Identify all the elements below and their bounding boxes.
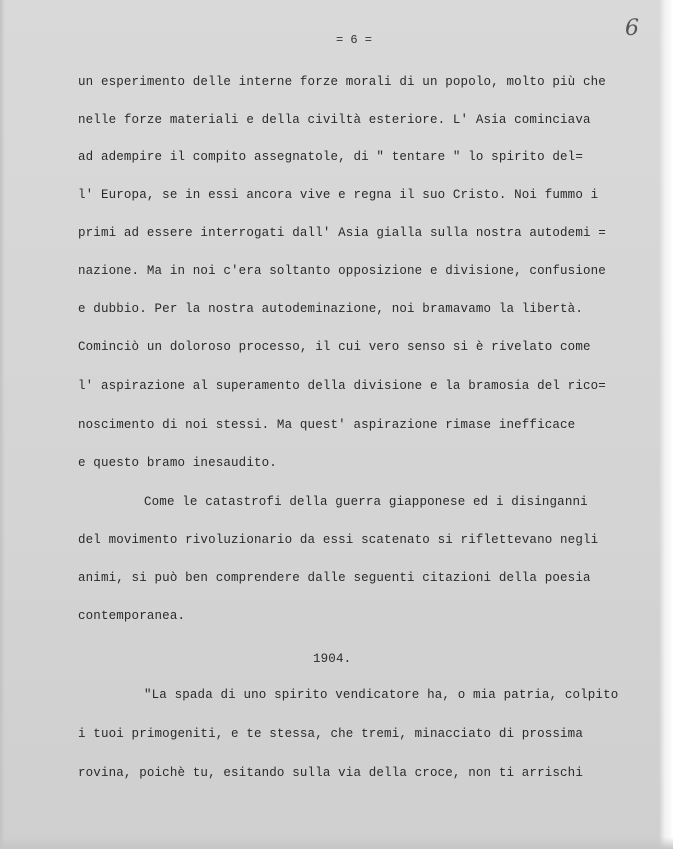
page-left-shadow xyxy=(0,0,5,849)
section-year-heading: 1904. xyxy=(313,652,352,666)
page-right-edge xyxy=(659,0,673,849)
text-line: noscimento di noi stessi. Ma quest' aspirazione rimase inefficace xyxy=(78,418,576,432)
text-line: del movimento rivoluzionario da essi scatenato si riflettevano negli xyxy=(78,533,599,547)
text-line: nazione. Ma in noi c'era soltanto opposizione e divisione, confusione xyxy=(78,264,606,278)
text-line: e questo bramo inesaudito. xyxy=(78,456,277,470)
text-line: un esperimento delle interne forze morali di un popolo, molto più che xyxy=(78,75,606,89)
text-line: primi ad essere interrogati dall' Asia gialla sulla nostra autodemi = xyxy=(78,226,606,240)
text-line: nelle forze materiali e della civiltà esteriore. L' Asia cominciava xyxy=(78,113,591,127)
text-line: animi, si può ben comprendere dalle seguenti citazioni della poesia xyxy=(78,571,591,585)
text-line: ad adempire il compito assegnatole, di " tentare " lo spirito del= xyxy=(78,150,583,164)
page-number: = 6 = xyxy=(336,33,373,47)
text-line: rovina, poichè tu, esitando sulla via della croce, non ti arrischi xyxy=(78,766,583,780)
text-line: l' aspirazione al superamento della divisione e la bramosia del rico= xyxy=(78,379,606,393)
handwritten-page-number: 6 xyxy=(625,16,639,41)
text-line: contemporanea. xyxy=(78,609,186,623)
paragraph-start-line: Come le catastrofi della guerra giapponese ed i disinganni xyxy=(144,495,588,509)
text-line: Cominciò un doloroso processo, il cui vero senso si è rivelato come xyxy=(78,340,591,354)
quote-start-line: "La spada di uno spirito vendicatore ha, o mia patria, colpito xyxy=(144,688,619,702)
page-bottom-shadow xyxy=(0,837,673,849)
text-line: i tuoi primogeniti, e te stessa, che tremi, minacciato di prossima xyxy=(78,727,583,741)
text-line: e dubbio. Per la nostra autodeminazione, noi bramavamo la libertà. xyxy=(78,302,583,316)
text-line: l' Europa, se in essi ancora vive e regna il suo Cristo. Noi fummo i xyxy=(78,188,599,202)
